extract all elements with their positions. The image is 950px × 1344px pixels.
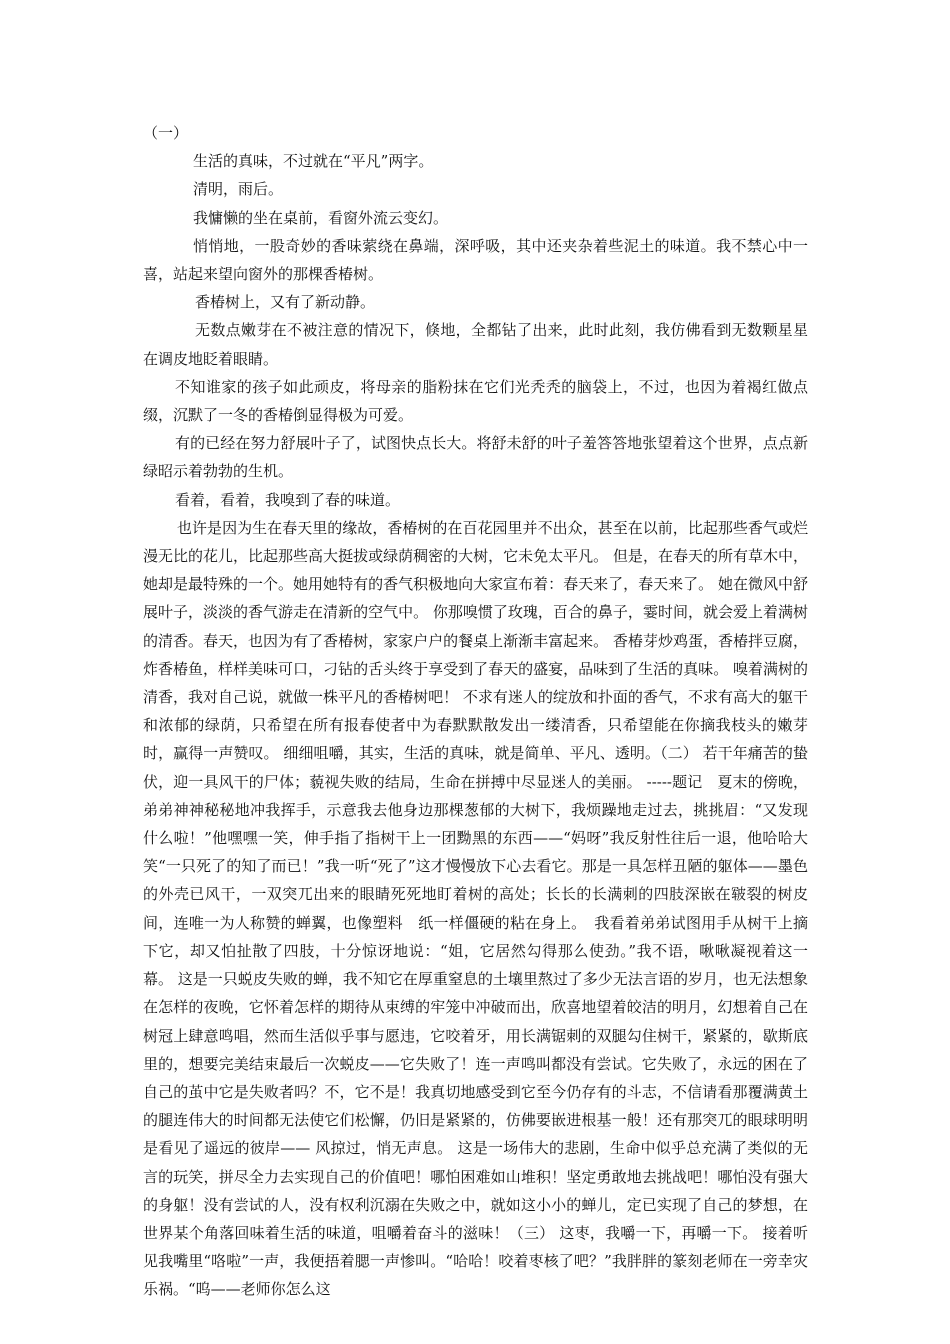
paragraph: 不知谁家的孩子如此顽皮，将母亲的脂粉抹在它们光秃秃的脑袋上，不过，也因为着褐红做点缀，沉默了一冬的香椿倒显得极为可爱。 — [143, 377, 808, 425]
paragraph: 清明，雨后。 — [193, 180, 284, 199]
paragraph: 看着，看着，我嗅到了春的味道。 — [175, 490, 401, 509]
paragraph: 生活的真味，不过就在“平凡”两字。 — [193, 152, 434, 171]
paragraph: 我慵懒的坐在桌前，看窗外流云变幻。 — [193, 208, 449, 227]
paragraph: 悄悄地，一股奇妙的香味萦绕在鼻端，深呼吸，其中还夹杂着些泥土的味道。我不禁心中一喜，站起来望向窗外的那棵香椿树。 — [143, 236, 808, 284]
paragraph: 香椿树上，又有了新动静。 — [195, 293, 376, 312]
long-text-block: 也许是因为生在春天里的缘故，香椿树的在百花园里并不出众，甚至在以前，比起那些香气或烂漫无比的花儿，比起那些高大挺拔或绿荫稠密的大树，它未免太平凡。 但是，在春天的所有草木中，她却是最特殊的一个。她用她特有的香气积极地向大家宣布着：春天来了，春天来了。 她在微风中舒展叶子，淡淡的香气游走在清新的空气中。 你那嗅惯了玫瑰，百合的鼻子，霎时间，就会爱上着满树的清香。春天，也因为有了香椿树，家家户户的餐桌上渐渐丰富起来。 香椿芽炒鸡蛋，香椿拌豆腐，炸香椿鱼，样样美味可口，刁钻的舌头终于享受到了春天的盛宴，品味到了生活的真味。 嗅着满树的清香，我对自己说，就做一株平凡的香椿树吧！ 不求有迷人的绽放和扑面的香气，不求有高大的躯干和浓郁的绿荫，只希望在所有报春使者中为春默默散发出一缕清香，只希望能在你摘我枝头的嫩芽时，赢得一声赞叹。 细细咀嚼，其实，生活的真味，就是简单、平凡、透明。（二） 若干年痛苦的蛰伏，迎一具风干的尸体；藐视失败的结局，生命在拼搏中尽显迷人的美丽。 -----题记 夏末的傍晚，弟弟神神秘秘地冲我挥手，示意我去他身边那棵葱郁的大树下，我烦躁地走过去，挑挑眉：“又发现什么啦！”他嘿嘿一笑，伸手指了指树干上一团黝黑的东西——“妈呀”我反射性往后一退，他哈哈大笑“一只死了的知了而已！”我一听“死了”这才慢慢放下心去看它。那是一具怎样丑陋的躯体——墨色的外壳已风干，一双突兀出来的眼睛死死地盯着树的高处；长长的长满刺的四肢深嵌在皲裂的树皮间，连唯一为人称赞的蝉翼，也像塑料 纸一样僵硬的粘在身上。 我看着弟弟试图用手从树干上摘下它，却又怕扯散了四肢，十分惊讶地说：“姐，它居然勾得那么使劲。”我不语，啾啾凝视着这一幕。 这是一只蜕皮失败的蝉，我不知它在厚重窒息的土壤里熬过了多少无法言语的岁月，也无法想象在怎样的夜晚，它怀着怎样的期待从束缚的牢笼中冲破而出，欣喜地望着皎洁的明月，幻想着自己在树冠上肆意鸣唱，然而生活似乎事与愿违，它咬着牙，用长满锯刺的双腿勾住树干，紧紧的，歇斯底里的，想要完美结束最后一次蜕皮——它失败了！连一声鸣叫都没有尝试。它失败了，永远的困在了自己的茧中它是失败者吗？不，它不是！我真切地感受到它至今仍存有的斗志，不信请看那覆满黄土的腿连伟大的时间都无法使它们松懈，仍旧是紧紧的，仿佛要嵌进根基一般！还有那突兀的眼球明明是看见了遥远的彼岸—— 风掠过，悄无声息。 这是一场伟大的悲剧，生命中似乎总充满了类似的无言的玩笑，拼尽全力去实现自己的价值吧！哪怕困难如山堆积！坚定勇敢地去挑战吧！哪怕没有强大的身躯！没有尝试的人，没有权利沉溺在失败之中，就如这小小的蝉儿，定已实现了自己的梦想，在世界某个角落回味着生活的味道，咀嚼着奋斗的滋味！（三） 这枣，我嚼一下，再嚼一下。 接着听见我嘴里“咯啦”一声，我便捂着腮一声惨叫。“哈哈！咬着枣核了吧？”我胖胖的篆刻老师在一旁幸灾乐祸。“呜——老师你怎么这 — [143, 518, 808, 1299]
document-page — [143, 119, 808, 1304]
section-one-title: （一） — [143, 124, 189, 142]
paragraph: 有的已经在努力舒展叶子了，试图快点长大。将舒未舒的叶子羞答答地张望着这个世界，点点新绿昭示着勃勃的生机。 — [143, 434, 808, 481]
paragraph: 无数点嫩芽在不被注意的情况下，倏地，全都钻了出来，此时此刻，我仿佛看到无数颗星星在调皮地眨着眼睛。 — [143, 321, 808, 368]
